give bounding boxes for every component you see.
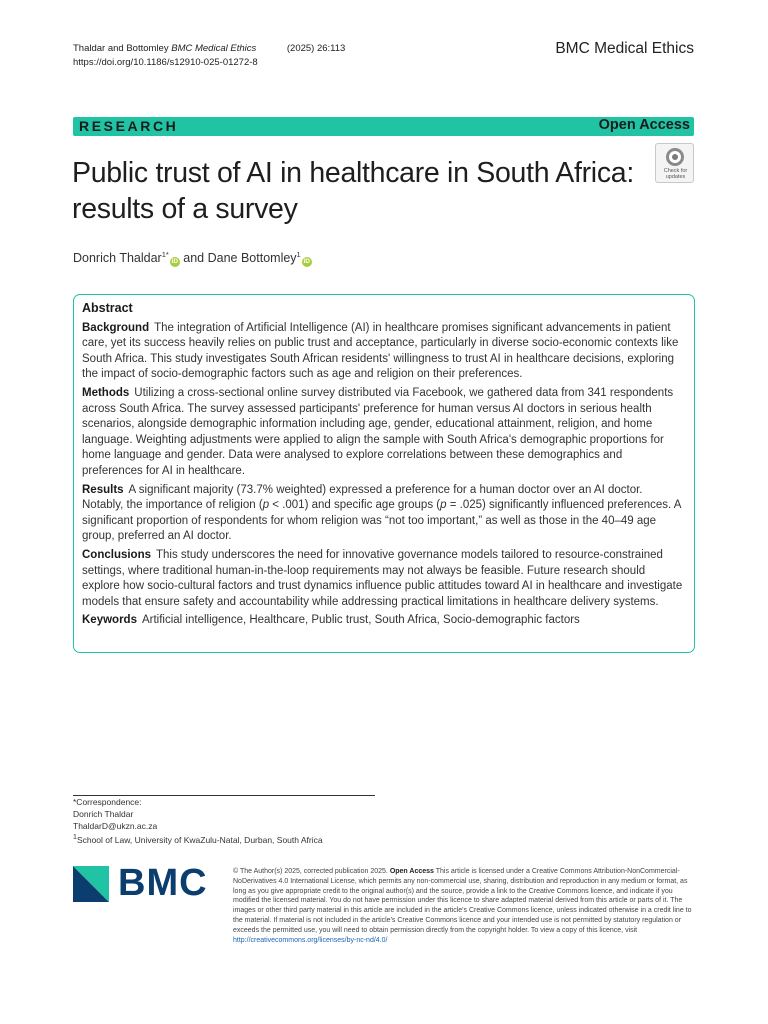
- section-label: Results: [82, 483, 124, 496]
- article-title: Public trust of AI in healthcare in South Africa: results of a survey: [72, 157, 634, 225]
- license-open-access: Open Access: [389, 868, 434, 875]
- author-affiliation-sup: 1*: [161, 250, 169, 259]
- author-list: [73, 250, 312, 267]
- section-label: Conclusions: [82, 548, 152, 561]
- correspondence-label: *Correspondence:: [73, 797, 142, 807]
- license-link[interactable]: http://creativecommons.org/licenses/by-nc-nd/4.0/: [233, 936, 388, 944]
- abstract-keywords: [82, 613, 686, 629]
- correspondence-name: Donrich Thaldar: [73, 808, 134, 819]
- license-body: This article is licensed under a Creative Commons Attribution-NonCommercial-NoDerivatives 4.0 International License, which permits any non-commercial use, sharing, distribution and reproduction in any medium or format, as long as you give appropriate credit to the original author(s) and the source, provide a link to the Creative Commons licence, and indicate if you modified the licensed material. You do not have permission under this licence to share adapted material derived from this article or parts of it. The images or other third party material in this article are included in the article's Creative Commons licence, unless indicated otherwise in a credit line to the material. If material is not included in the article's Creative Commons licence and your intended use is not permitted by statutory regulation or exceeds the permitted use, you will need to obtain permission directly from the copyright holder. To view a copy of this licence, visit: [233, 868, 692, 934]
- check-updates-text: Check for updates: [663, 168, 688, 180]
- author-name: Donrich Thaldar: [73, 251, 162, 266]
- citation-journal: BMC Medical Ethics: [171, 43, 257, 54]
- citation-year: (2025) 26:113: [286, 43, 346, 54]
- section-text: < .001) and specific age groups (: [269, 499, 441, 512]
- abstract-heading: Abstract: [82, 301, 133, 315]
- abstract-methods: [82, 386, 686, 480]
- bmc-logo: [73, 862, 213, 906]
- doi-link[interactable]: https://doi.org/10.1186/s12910-025-01272-8: [73, 57, 258, 68]
- section-label: Background: [82, 321, 150, 334]
- author-name: Dane Bottomley: [207, 251, 297, 266]
- abstract-conclusions: [82, 548, 686, 610]
- author-joiner: and: [179, 251, 208, 266]
- p-value-symbol: p: [440, 499, 447, 512]
- section-text: = .025) significantly influenced preferences. A significant proportion of respondents for whom religion was “not too important,” as well as those in the 40–49 age group, preferred an AI doctor.: [82, 499, 681, 543]
- p-value-symbol: p: [262, 499, 270, 512]
- section-text: This study underscores the need for innovative governance models tailored to resource-constrained settings, where traditional human-in-the-loop requirements may not always be feasible. Future research should explore how socio-cultural factors and trust dynamics influence public attitudes toward AI in healthcare and investigate models that ensure safety and accountability while addressing practical limitations in healthcare delivery systems.: [82, 548, 683, 608]
- bmc-logo-text: BMC: [118, 862, 208, 904]
- section-label: Methods: [82, 386, 130, 399]
- section-text: A significant majority (73.7% weighted) expressed a preference for a human doctor over an AI doctor. Notably, the importance of religion (: [82, 483, 643, 512]
- orcid-icon[interactable]: iD: [303, 258, 310, 266]
- license-notice: [233, 867, 696, 945]
- citation-authors: Thaldar and Bottomley: [73, 43, 169, 54]
- section-text: Utilizing a cross-sectional online survey distributed via Facebook, we gathered data from 341 respondents across South Africa. The survey assessed participants' preference for human versus AI doctors in serious health scenarios, alongside demographic information including age, gender, educational attainment, religion, and home language. Weighting adjustments were applied to align the sample with South Africa's demographic proportions for home language and gender. Data were analysed to explore correlations between these demographics and preferences for AI in healthcare.: [82, 386, 674, 477]
- section-label: Keywords: [82, 614, 137, 627]
- section-label: RESEARCH: [79, 118, 179, 134]
- abstract-background: [82, 321, 686, 383]
- footnote-divider: [73, 795, 375, 796]
- abstract-results: [82, 483, 686, 545]
- correspondence-block: [73, 797, 323, 847]
- affiliation-line: $^1$School of Law, University of KwaZulu-Natal, Durban, South Africa: [73, 833, 323, 846]
- orcid-icon[interactable]: iD: [171, 258, 179, 266]
- correspondence-email[interactable]: ThaldarD@ukzn.ac.za: [73, 820, 158, 831]
- section-band: [73, 117, 694, 136]
- section-text: The integration of Artificial Intelligence (AI) in healthcare promises significant advancements in patient care, yet its success heavily relies on public trust and acceptance, particularly in diverse socio-economic contexts like South Africa. This study investigates South African residents' willingness to trust AI in healthcare decisions, exploring the impact of socio-demographic factors such as age and religion on their preferences.: [82, 321, 679, 381]
- abstract-box: [73, 294, 695, 653]
- journal-name: BMC Medical Ethics: [555, 40, 694, 57]
- license-prefix: © The Author(s) 2025, corrected publication 2025.: [233, 868, 388, 875]
- crossmark-icon: [666, 148, 684, 166]
- open-access-label: Open Access: [598, 117, 690, 133]
- section-text: Artificial intelligence, Healthcare, Public trust, South Africa, Socio-demographic factors: [141, 614, 580, 627]
- bmc-logo-mark-icon: [73, 866, 109, 902]
- check-for-updates-badge[interactable]: [655, 143, 694, 183]
- author-affiliation-sup: 1: [296, 250, 301, 259]
- citation-header: [73, 42, 345, 70]
